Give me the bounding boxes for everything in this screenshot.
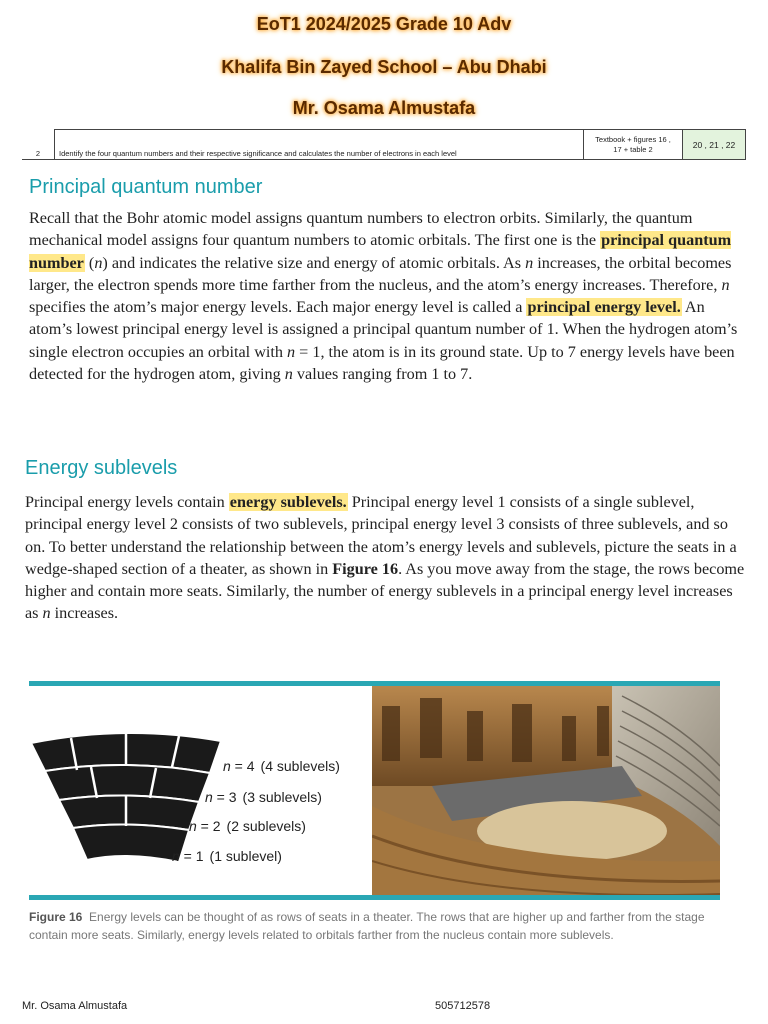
text-run: increases. (50, 604, 119, 623)
text-run: increases, the orbital becomes larger, the electron spends more time farther from the nucleus, and the atom’s energy increases. Therefore, (29, 253, 732, 294)
figure-caption-text: Energy levels can be thought of as rows of seats in a theater. The rows that are higher up and farther from the stage contain more seats. Similarly, energy levels related to orbitals farther from the nucleus contain more sublevels. (29, 910, 705, 942)
text-run: An atom’s lowest principal energy level is assigned a principal quantum number of 1. When the hydrogen atom’s single electron occupies an orbital with (29, 298, 738, 361)
level-label-n1: n = 1 (1 sublevel) (172, 848, 282, 864)
var-n: n (42, 604, 51, 623)
var-n: n (287, 342, 296, 361)
text-run: ) and indicates the relative size and energy of atomic orbitals. As (102, 253, 526, 272)
var-n: n (284, 365, 293, 384)
figure-label: Figure 16 (29, 910, 83, 924)
footer-phone: 505712578 (435, 1000, 491, 1012)
section-title-principal: Principal quantum number (29, 176, 263, 198)
seat-wedge-diagram (29, 686, 371, 895)
level-label-n4: n = 4 (4 sublevels) (223, 758, 340, 774)
paragraph-sublevels (25, 491, 747, 625)
var-n: n (525, 253, 534, 272)
highlight-term: principal quantum number (29, 231, 732, 272)
figure-caption (29, 909, 729, 944)
header-teacher: Mr. Osama Almustafa (292, 98, 476, 118)
paragraph-principal (29, 207, 747, 385)
text-run: = 1 (295, 342, 321, 361)
header-title: EoT1 2024/2025 Grade 10 Adv (256, 14, 512, 34)
section-title-sublevels: Energy sublevels (25, 457, 178, 479)
footer-name: Mr. Osama Almustafa (22, 1000, 128, 1012)
objective-reference (584, 130, 683, 160)
objective-number: 2 (22, 130, 55, 160)
header-school: Khalifa Bin Zayed School – Abu Dhabi (221, 57, 547, 77)
reference-line-1: Textbook + figures 16 , (595, 134, 671, 144)
text-run: values ranging from 1 to 7. (292, 365, 473, 384)
objective-table (22, 129, 746, 160)
table-row (22, 130, 746, 160)
reference-line-2: 17 + table 2 (613, 144, 653, 154)
figure-bottom-bar (29, 895, 720, 900)
var-n: n (721, 275, 730, 294)
highlight-term: principal energy level. (527, 298, 681, 317)
objective-description: Identify the four quantum numbers and their respective significance and calculates the number of electrons in each level (55, 130, 584, 160)
text-run: Principal energy level 1 consists of a single sublevel, principal energy level 2 consists of two sublevels, principal energy level 3 consists of three sublevels, and so on. To better understand the relationship between the atom’s energy levels and sublevels, picture the seats in a wedge-shaped section of a theater, as shown in (25, 493, 737, 578)
text-run: specifies the atom’s major energy levels. Each major energy level is called a (29, 298, 527, 317)
text-run: , the atom is in its ground state. Up to 7 energy levels have been detected for the hydrogen atom, giving (29, 342, 735, 384)
text-run: Recall that the Bohr atomic model assigns quantum numbers to electron orbits. Similarly, the quantum mechanical model assigns four quantum numbers to atomic orbitals. The first one is the (29, 209, 693, 250)
figure-reference: Figure 16 (332, 559, 399, 578)
theater-photo (372, 686, 720, 895)
objective-pages: 20 , 21 , 22 (683, 130, 746, 160)
level-label-n2: n = 2 (2 sublevels) (189, 818, 306, 834)
text-run: Principal energy levels contain (25, 493, 229, 511)
text-run: ( (84, 253, 95, 272)
level-label-n3: n = 3 (3 sublevels) (205, 789, 322, 805)
highlight-term: energy sublevels. (229, 493, 347, 511)
var-n: n (94, 253, 103, 272)
text-run: . As you move away from the stage, the rows become higher and contain more seats. Similarly, the number of energy sublevels in a principal energy level increases as (25, 559, 745, 623)
